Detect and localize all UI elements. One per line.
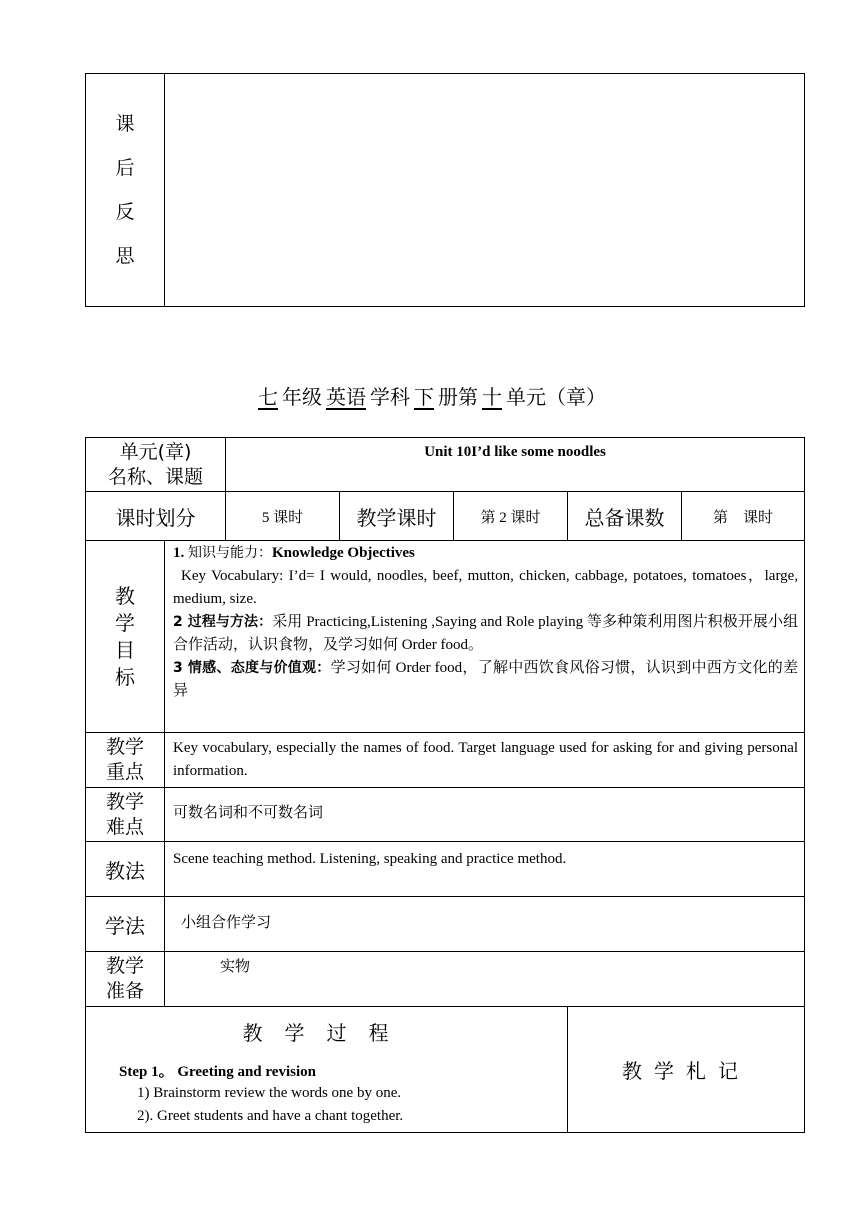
objective-1-en: Knowledge Objectives (272, 545, 415, 561)
teaching-hours-label: 教学课时 (340, 492, 454, 541)
process-row (86, 1007, 805, 1133)
teaching-method-label: 教法 (86, 842, 165, 897)
lesson-plan-table (85, 437, 805, 1133)
process-line-2: 2). Greet students and have a chant together. (137, 1108, 404, 1124)
objectives-label-char-4: 标 (115, 664, 135, 689)
preparation-label-line-1: 教学 (105, 955, 144, 977)
notes-title: 教学札记 (622, 1059, 751, 1083)
difficulties-label-line-1: 教学 (105, 790, 144, 813)
difficulties-label (86, 788, 165, 842)
teaching-hours-value: 第 2 课时 (454, 492, 568, 541)
unit-row (86, 438, 805, 492)
key-points-row (86, 733, 805, 788)
preparation-row (86, 952, 805, 1007)
objective-3-text: 学习如何 Order food，了解中西饮食风俗习惯，认识到中西方文化的差异 (173, 660, 799, 699)
reflection-label-char-3: 反 (115, 201, 135, 223)
process-cell (86, 1007, 568, 1133)
unit-label (86, 438, 226, 492)
objective-2-heading: 2 过程与方法： (173, 614, 273, 630)
unit-label-line-1: 单元(章) (119, 440, 192, 463)
reflection-label-char-4: 思 (115, 245, 135, 267)
subject-suffix: 学科 (370, 385, 410, 409)
hours-label: 课时划分 (86, 492, 226, 541)
learning-method-row (86, 897, 805, 952)
objectives-row (86, 541, 805, 733)
preparation-label (86, 952, 165, 1007)
process-line-1: 1) Brainstorm review the words one by one. (137, 1085, 402, 1101)
learning-method-content: 小组合作学习 (165, 897, 805, 952)
teaching-method-row (86, 842, 805, 897)
reflection-table (85, 73, 805, 307)
objective-1-heading (173, 542, 798, 565)
preparation-label-line-2: 准备 (105, 980, 144, 1002)
learning-method-label: 学法 (86, 897, 165, 952)
grade-value: 七 (258, 385, 278, 409)
total-prep-label: 总备课数 (568, 492, 682, 541)
objective-3-heading: 3 情感、态度与价值观： (173, 660, 331, 676)
grade-suffix: 年级 (282, 385, 322, 409)
objective-2 (173, 611, 798, 657)
process-title: 教学过程 (242, 1021, 411, 1045)
reflection-label-char-1: 课 (115, 113, 135, 135)
reflection-content (165, 74, 805, 307)
key-points-content: Key vocabulary, especially the names of food. Target language used for asking for and giving personal information. (165, 733, 805, 788)
difficulties-content: 可数名词和不可数名词 (165, 788, 805, 842)
preparation-content: 实物 (165, 952, 805, 1007)
unit-value: 十 (482, 385, 502, 409)
objective-1-cn: 知识与能力： (188, 545, 272, 561)
objective-3 (173, 657, 798, 703)
objective-1-text: Key Vocabulary: I’d= I would, noodles, beef, mutton, chicken, cabbage, potatoes, tomatoes，large, medium, size. (173, 568, 799, 607)
key-points-label (86, 733, 165, 788)
reflection-label (86, 74, 165, 307)
step-1-heading: Step 1。 Greeting and revision (119, 1064, 316, 1080)
key-points-label-line-2: 重点 (105, 761, 144, 783)
unit-title: Unit 10I’d like some noodles (226, 438, 805, 492)
objectives-content (165, 541, 805, 733)
difficulties-row (86, 788, 805, 842)
page-title (0, 381, 860, 410)
objective-2-text: 采用 Practicing,Listening ,Saying and Role playing 等多种策利用图片积极开展小组合作活动，认识食物，及学习如何 Order food。 (173, 614, 799, 653)
unit-suffix: 单元（章） (506, 385, 606, 409)
total-hours: 5 课时 (226, 492, 340, 541)
notes-cell (568, 1007, 805, 1133)
objective-1-number: 1. (173, 545, 185, 561)
hours-row (86, 492, 805, 541)
key-points-label-line-1: 教学 (105, 736, 144, 758)
unit-label-line-2: 名称、课题 (108, 465, 204, 488)
volume-suffix: 册第 (438, 385, 478, 409)
volume-value: 下 (414, 385, 434, 409)
objectives-label-char-2: 学 (115, 610, 135, 635)
objectives-label (86, 541, 165, 733)
total-prep-value: 第 课时 (682, 492, 805, 541)
teaching-method-content: Scene teaching method. Listening, speaking and practice method. (165, 842, 805, 897)
reflection-label-char-2: 后 (115, 157, 135, 179)
objectives-label-char-3: 目 (115, 637, 135, 662)
difficulties-label-line-2: 难点 (105, 815, 144, 838)
objectives-label-char-1: 教 (115, 583, 135, 608)
subject-value: 英语 (326, 385, 366, 409)
